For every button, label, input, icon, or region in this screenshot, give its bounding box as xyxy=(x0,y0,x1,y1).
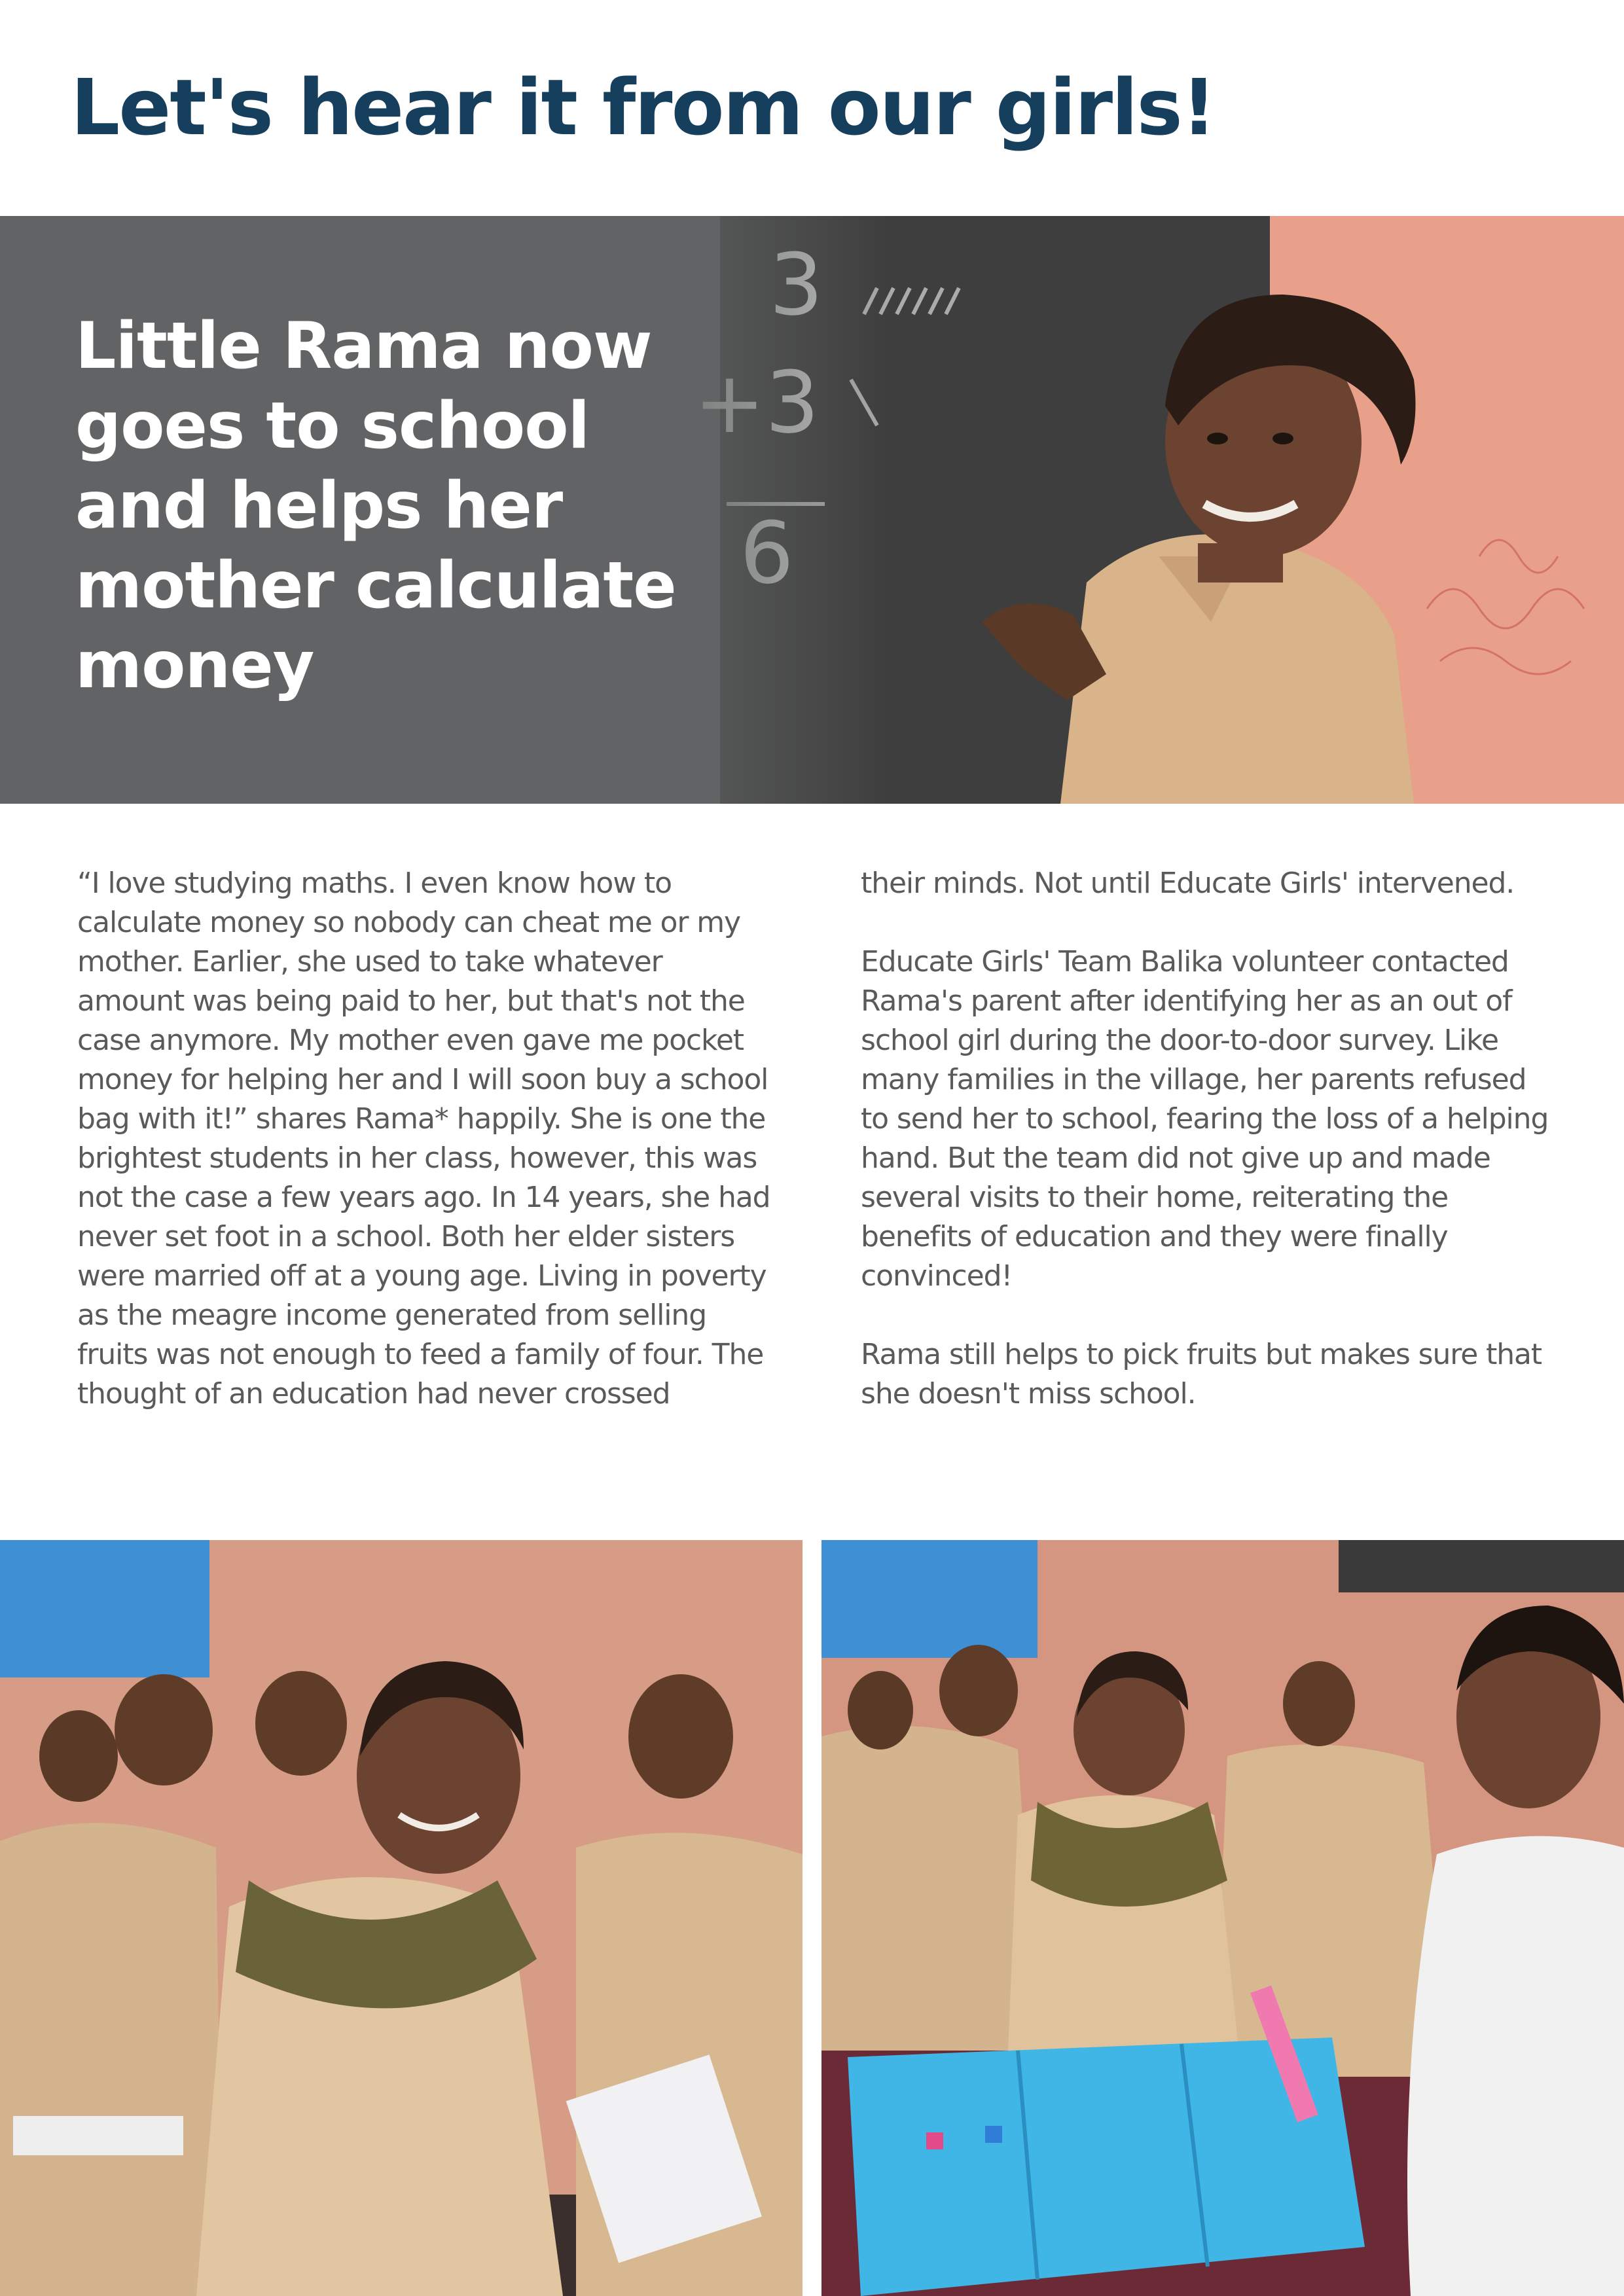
article-paragraph-2: their minds. Not until Educate Girls' intervened. xyxy=(861,867,1515,900)
article-paragraph-4: Rama still helps to pick fruits but makes sure that she doesn't miss school. xyxy=(861,1338,1542,1410)
photo-maths-activity xyxy=(821,1540,1624,2296)
article-left-column xyxy=(77,864,771,1453)
hero-banner xyxy=(0,216,1624,804)
photo-girls-smiling xyxy=(0,1540,803,2296)
article-paragraph-1: “I love studying maths. I even know how to calculate money so nobody can cheat me or my mother. Earlier, she used to take whatever amount was being paid to her, but that's not the case anymore. My mother even gave me pocket money for helping her and I will soon buy a school bag with it!” shares Rama* happily. She is one the brightest students in her class, however, this was not the case a few years ago. In 14 years, she had never set foot in a school. Both her elder sisters were married off at a young age. Living in poverty as the meagre income generated from selling fruits was not enough to feed a family of four. The thought of an education had never crossed xyxy=(77,867,770,1410)
hero-headline: Little Rama now goes to school and helps her mother calculate money xyxy=(75,309,676,703)
page-title: Let's hear it from our girls! xyxy=(71,62,1216,152)
article-right-column xyxy=(861,864,1555,1453)
article-paragraph-3: Educate Girls' Team Balika volunteer contacted Rama's parent after identifying her as an out of school girl during the door-to-door survey. Like many families in the village, her parents refused to send her to school, fearing the loss of a helping hand. But the team did not give up and made several visits to their home, reiterating the benefits of education and they were finally convinced! xyxy=(861,945,1549,1293)
